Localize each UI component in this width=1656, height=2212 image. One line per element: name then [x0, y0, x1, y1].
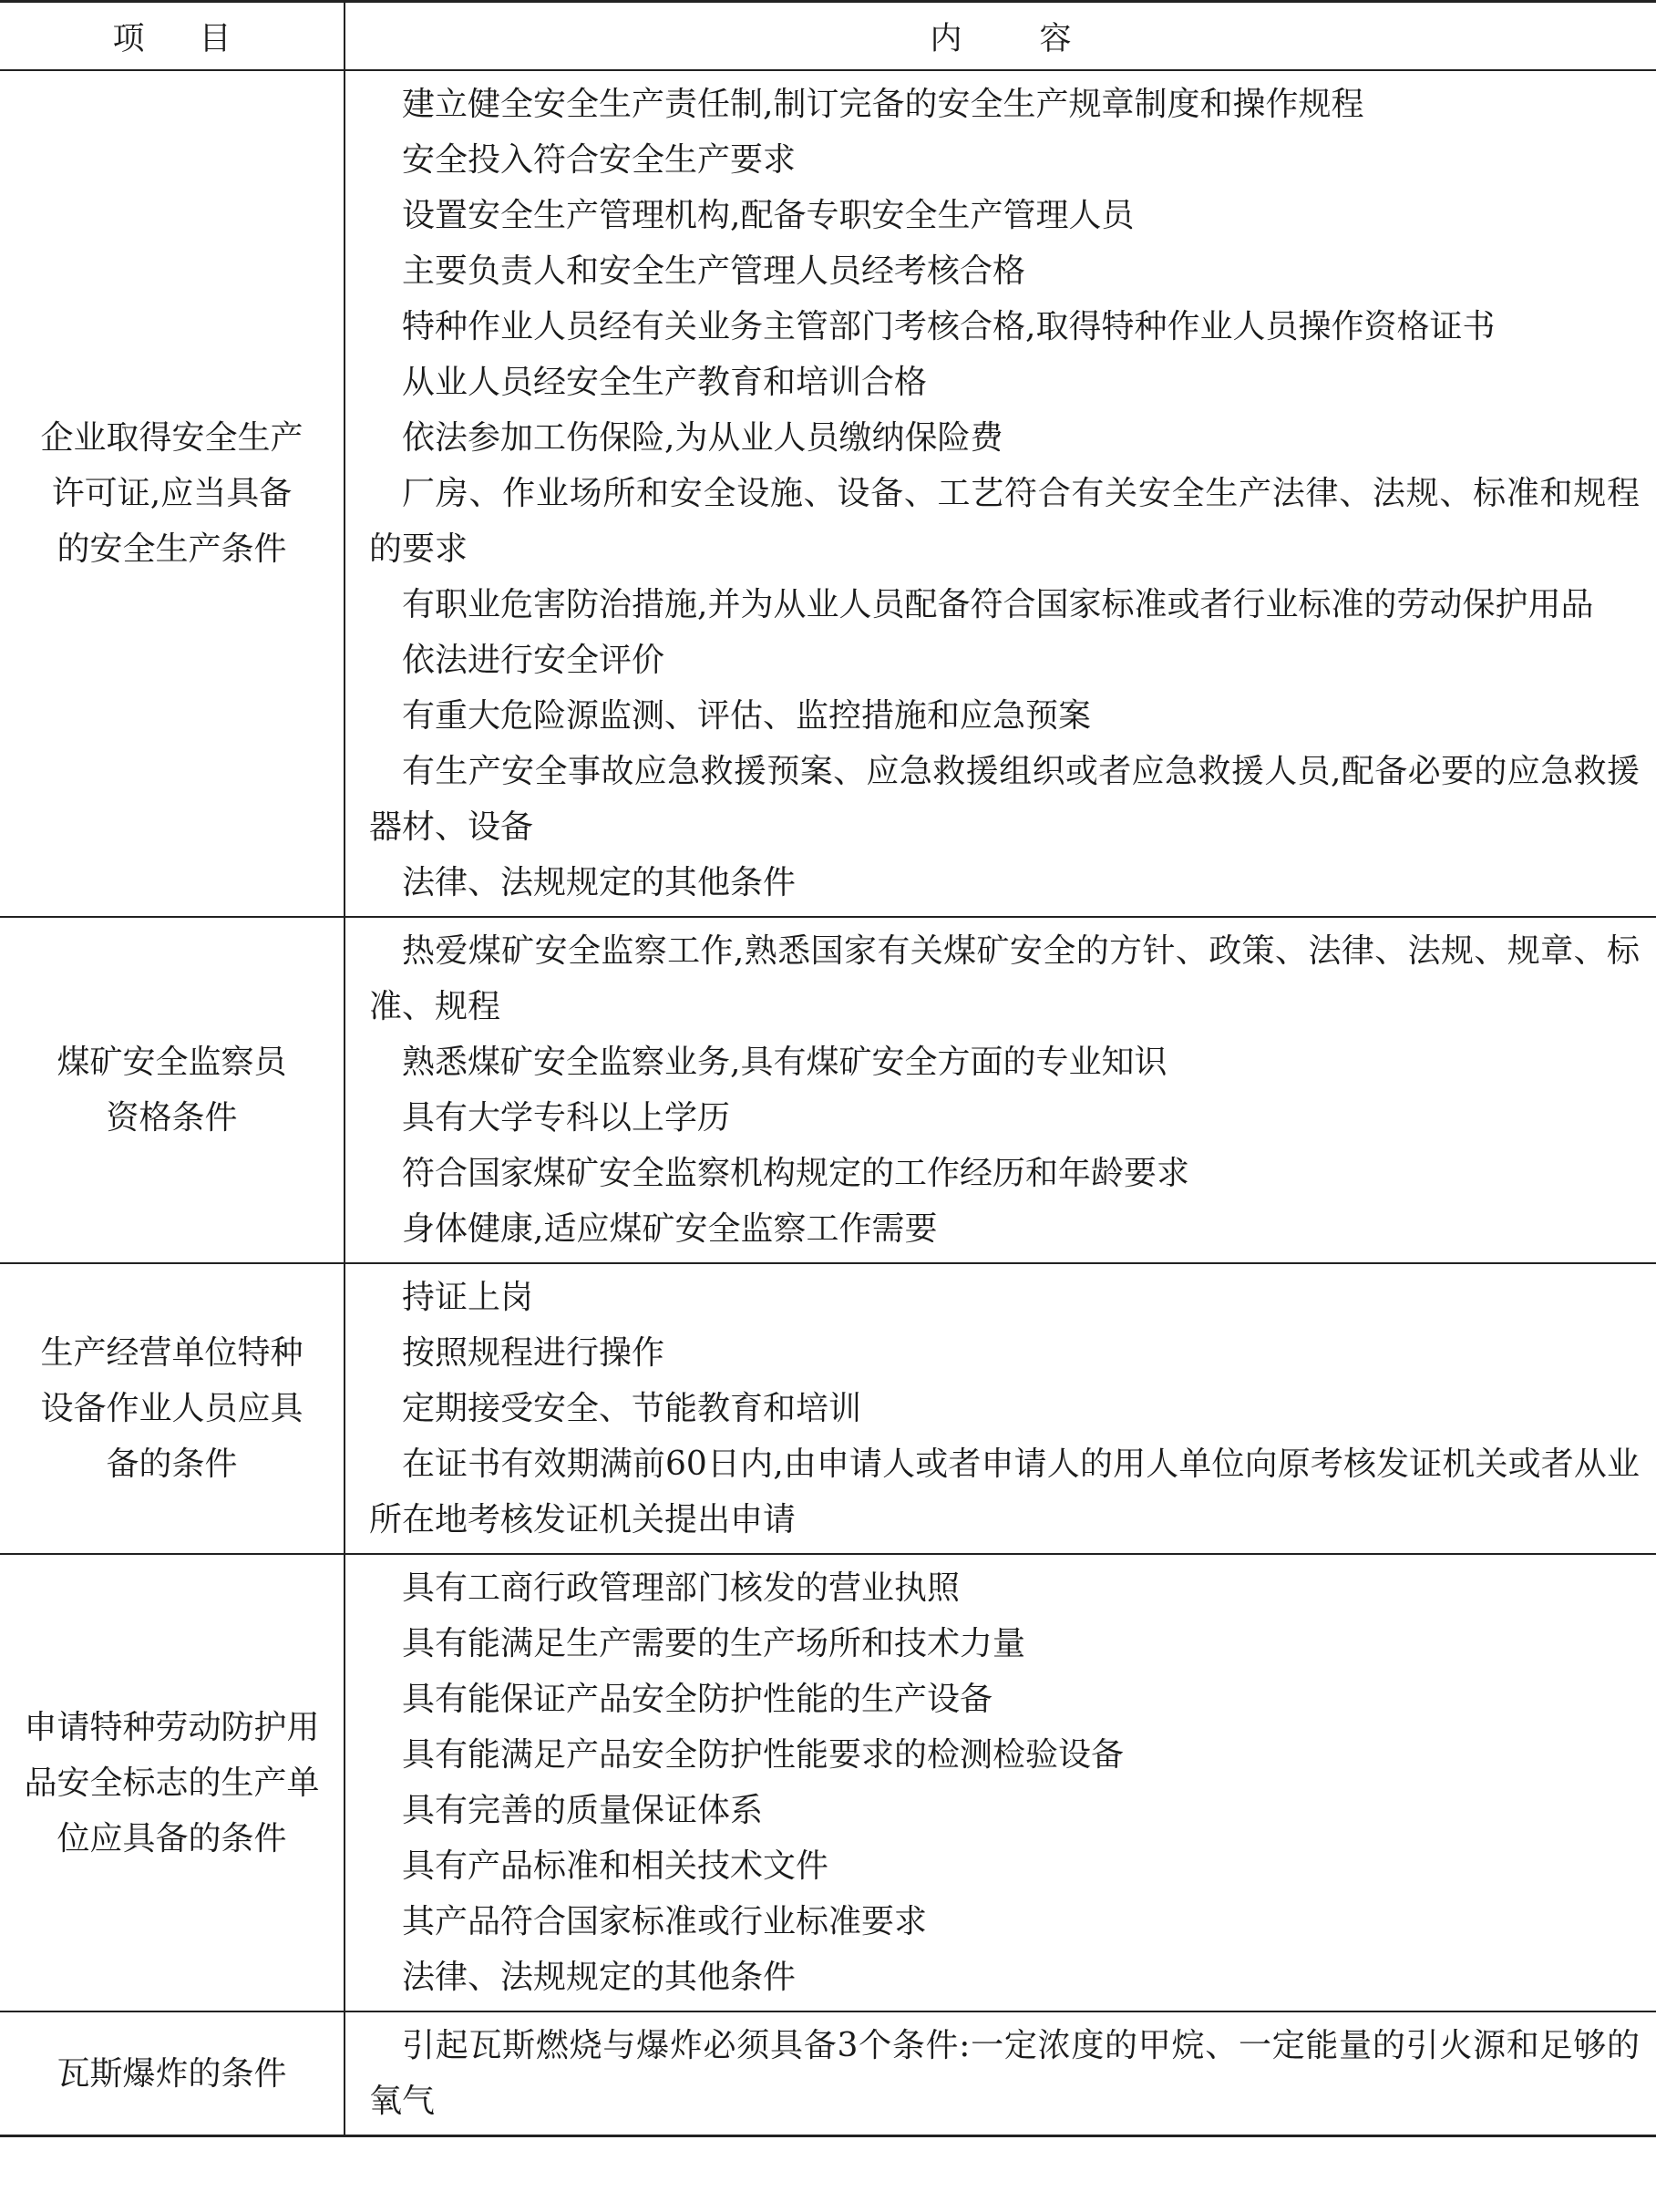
condition-item: 具有产品标准和相关技术文件: [402, 1847, 829, 1885]
condition-item: 具有能保证产品安全防护性能的生产设备: [402, 1681, 993, 1718]
condition-item: 定期接受安全、节能教育和培训: [402, 1390, 862, 1427]
header-col-item-label: 项目: [112, 20, 286, 57]
section-title-cell: [0, 1554, 345, 2011]
table-header-row: [0, 2, 1656, 71]
section-title-cell: [0, 917, 345, 1263]
header-col-content: [345, 2, 1656, 71]
section-content-cell: [345, 917, 1656, 1263]
section-title-line: 的安全生产条件: [57, 530, 287, 568]
table-row: [0, 1554, 1656, 2011]
condition-item: 依法进行安全评价: [402, 642, 665, 679]
condition-item: 有生产安全事故应急救援预案、应急救援组织或者应急救援人员,配备必要的应急救援器材、设备: [369, 753, 1640, 846]
section-title-line: 许可证,应当具备: [51, 475, 293, 512]
section-title-line: 瓦斯爆炸的条件: [57, 2054, 287, 2093]
section-content-cell: [345, 70, 1656, 917]
condition-item: 设置安全生产管理机构,配备专职安全生产管理人员: [402, 197, 1135, 234]
condition-item: 有职业危害防治措施,并为从业人员配备符合国家标准或者行业标准的劳动保护用品: [402, 586, 1594, 623]
condition-item: 安全投入符合安全生产要求: [402, 141, 797, 179]
condition-item: 厂房、作业场所和安全设施、设备、工艺符合有关安全生产法律、法规、标准和规程的要求: [369, 475, 1640, 568]
section-title-cell: [0, 2011, 345, 2136]
condition-item: 具有工商行政管理部门核发的营业执照: [402, 1569, 961, 1607]
header-col-content-label: 内容: [930, 20, 1149, 57]
section-title-line: 资格条件: [106, 1099, 238, 1137]
condition-item: 按照规程进行操作: [402, 1334, 665, 1372]
condition-item: 具有完善的质量保证体系: [402, 1792, 764, 1829]
section-title-line: 企业取得安全生产: [40, 419, 303, 457]
section-title-line: 位应具备的条件: [57, 1819, 287, 1857]
section-content-cell: [345, 2011, 1656, 2136]
condition-item: 建立健全安全生产责任制,制订完备的安全生产规章制度和操作规程: [402, 86, 1364, 123]
condition-item: 其产品符合国家标准或行业标准要求: [402, 1903, 928, 1940]
condition-item: 特种作业人员经有关业务主管部门考核合格,取得特种作业人员操作资格证书: [402, 308, 1496, 345]
section-content-cell: [345, 1263, 1656, 1554]
condition-item: 引起瓦斯燃烧与爆炸必须具备3个条件:一定浓度的甲烷、一定能量的引火源和足够的氧气: [369, 2027, 1640, 2120]
table-row: [0, 2011, 1656, 2136]
section-title-line: 备的条件: [106, 1446, 238, 1483]
condition-item: 从业人员经安全生产教育和培训合格: [402, 364, 928, 401]
condition-item: 法律、法规规定的其他条件: [402, 864, 797, 901]
condition-item: 法律、法规规定的其他条件: [402, 1959, 797, 1996]
section-title-line: 生产经营单位特种: [40, 1334, 303, 1372]
condition-item: 持证上岗: [402, 1279, 534, 1316]
condition-item: 具有能满足产品安全防护性能要求的检测检验设备: [402, 1736, 1125, 1774]
condition-item: 身体健康,适应煤矿安全监察工作需要: [402, 1210, 938, 1248]
condition-item: 在证书有效期满前60日内,由申请人或者申请人的用人单位向原考核发证机关或者从业所在地考核发证机关提出申请: [369, 1446, 1640, 1538]
condition-item: 主要负责人和安全生产管理人员经考核合格: [402, 252, 1026, 290]
condition-item: 热爱煤矿安全监察工作,熟悉国家有关煤矿安全的方针、政策、法律、法规、规章、标准、规程: [369, 932, 1640, 1025]
section-title-line: 设备作业人员应具: [40, 1390, 303, 1427]
section-title-cell: [0, 70, 345, 917]
condition-item: 依法参加工伤保险,为从业人员缴纳保险费: [402, 419, 1003, 457]
condition-item: 熟悉煤矿安全监察业务,具有煤矿安全方面的专业知识: [402, 1044, 1167, 1081]
header-col-item: [0, 2, 345, 71]
section-content-cell: [345, 1554, 1656, 2011]
condition-item: 有重大危险源监测、评估、监控措施和应急预案: [402, 697, 1092, 735]
condition-item: 具有大学专科以上学历: [402, 1099, 731, 1137]
section-title-line: 煤矿安全监察员: [57, 1044, 287, 1081]
section-title-line: 品安全标志的生产单: [24, 1764, 320, 1802]
condition-item: 符合国家煤矿安全监察机构规定的工作经历和年龄要求: [402, 1155, 1190, 1192]
section-title-cell: [0, 1263, 345, 1554]
table-row: [0, 70, 1656, 917]
table-body: [0, 2, 1656, 2136]
table-row: [0, 1263, 1656, 1554]
section-title-line: 申请特种劳动防护用: [24, 1708, 320, 1746]
condition-item: 具有能满足生产需要的生产场所和技术力量: [402, 1625, 1026, 1662]
table-row: [0, 917, 1656, 1263]
